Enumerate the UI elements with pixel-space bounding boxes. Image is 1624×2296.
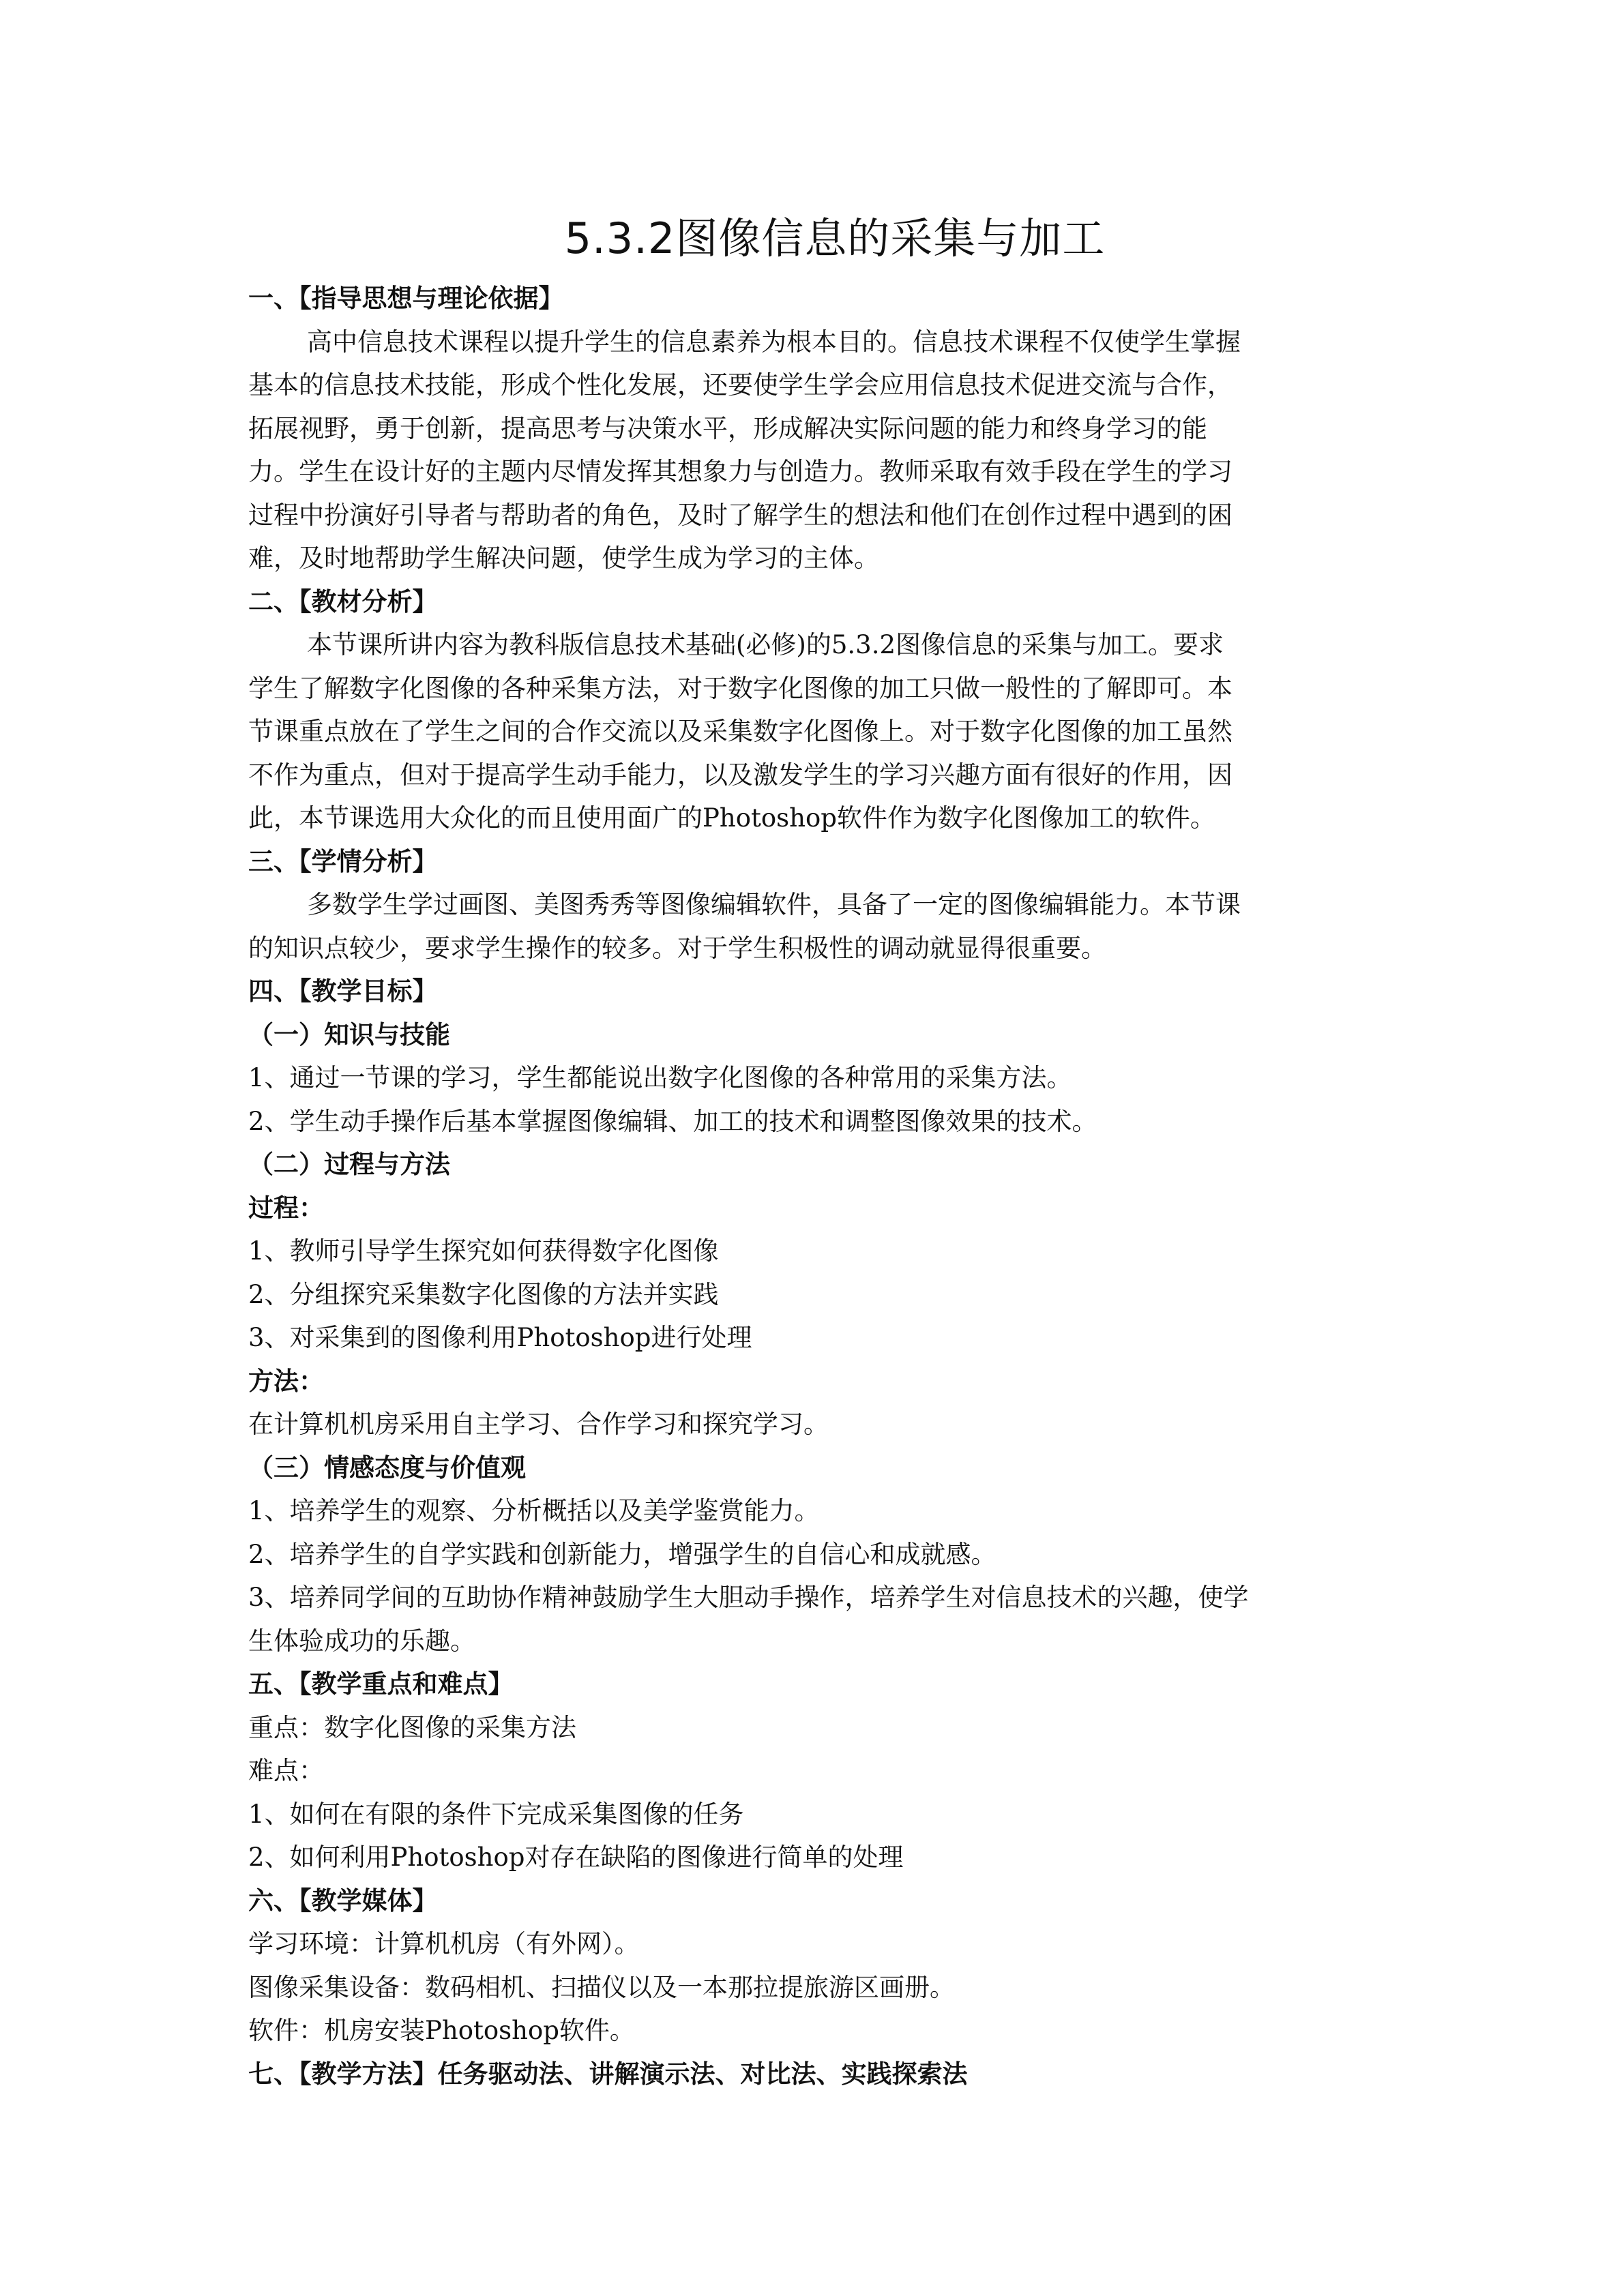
list-item: 1、如何在有限的条件下完成采集图像的任务 (248, 1799, 744, 1829)
subheading-attitude-values: （三）情感态度与价值观 (248, 1452, 526, 1482)
paragraph-line: 力。学生在设计好的主题内尽情发挥其想象力与创造力。教师采取有效手段在学生的学习 (248, 457, 1232, 486)
paragraph-line: 多数学生学过画图、美图秀秀等图像编辑软件，具备了一定的图像编辑能力。本节课 (307, 890, 1241, 919)
paragraph-line: 不作为重点，但对于提高学生动手能力，以及激发学生的学习兴趣方面有很好的作用，因 (248, 760, 1232, 790)
teaching-methods-text: 任务驱动法、讲解演示法、对比法、实践探索法 (437, 2059, 968, 2089)
section-heading-guiding-theory: 一、【指导思想与理论依据】 (248, 284, 564, 313)
paragraph-line: 基本的信息技术技能，形成个性化发展，还要使学生学会应用信息技术促进交流与合作， (248, 370, 1232, 400)
paragraph-line: 软件：机房安装Photoshop软件。 (248, 2016, 635, 2045)
paragraph-line: 难点： (248, 1756, 324, 1785)
list-item: 2、如何利用Photoshop对存在缺陷的图像进行简单的处理 (248, 1843, 904, 1872)
list-item: 2、学生动手操作后基本掌握图像编辑、加工的技术和调整图像效果的技术。 (248, 1106, 1097, 1136)
paragraph-line: 学生了解数字化图像的各种采集方法，对于数字化图像的加工只做一般性的了解即可。本 (248, 673, 1232, 703)
section-heading-teaching-media: 六、【教学媒体】 (248, 1885, 438, 1915)
section-heading-teaching-objectives: 四、【教学目标】 (248, 976, 438, 1006)
list-item: 1、通过一节课的学习，学生都能说出数字化图像的各种常用的采集方法。 (248, 1063, 1072, 1092)
paragraph-line: 学习环境：计算机机房（有外网）。 (248, 1929, 640, 1958)
list-item: 1、培养学生的观察、分析概括以及美学鉴赏能力。 (248, 1496, 820, 1525)
paragraph-line: 过程中扮演好引导者与帮助者的角色，及时了解学生的想法和他们在创作过程中遇到的困 (248, 500, 1232, 530)
list-item: 1、教师引导学生探究如何获得数字化图像 (248, 1236, 719, 1266)
list-item: 生体验成功的乐趣。 (248, 1626, 475, 1656)
subheading-process-method: （二）过程与方法 (248, 1150, 450, 1179)
paragraph-line: 节课重点放在了学生之间的合作交流以及采集数字化图像上。对于数字化图像的加工虽然 (248, 717, 1232, 746)
paragraph-line: 拓展视野，勇于创新，提高思考与决策水平，形成解决实际问题的能力和终身学习的能 (248, 413, 1207, 443)
label-process: 过程： (248, 1193, 324, 1223)
list-item: 3、对采集到的图像利用Photoshop进行处理 (248, 1323, 752, 1352)
list-item: 3、培养同学间的互助协作精神鼓励学生大胆动手操作，培养学生对信息技术的兴趣，使学 (248, 1583, 1249, 1612)
label-method: 方法： (248, 1366, 324, 1396)
paragraph-line: 此，本节课选用大众化的而且使用面广的Photoshop软件作为数字化图像加工的软件。 (248, 803, 1215, 833)
paragraph-line: 图像采集设备：数码相机、扫描仪以及一本那拉提旅游区画册。 (248, 1972, 955, 2002)
list-item: 2、分组探究采集数字化图像的方法并实践 (248, 1279, 719, 1309)
section-teaching-methods (248, 2053, 1394, 2096)
section-heading-teaching-methods: 七、【教学方法】 (248, 2059, 438, 2089)
paragraph-line: 难，及时地帮助学生解决问题，使学生成为学习的主体。 (248, 543, 879, 573)
paragraph-line: 本节课所讲内容为教科版信息技术基础(必修)的5.3.2图像信息的采集与加工。要求 (307, 630, 1224, 659)
paragraph-line: 在计算机机房采用自主学习、合作学习和探究学习。 (248, 1410, 829, 1439)
subheading-knowledge-skills: （一）知识与技能 (248, 1019, 450, 1049)
paragraph-line: 高中信息技术课程以提升学生的信息素养为根本目的。信息技术课程不仅使学生掌握 (307, 327, 1241, 357)
list-item: 2、培养学生的自学实践和创新能力，增强学生的自信心和成就感。 (248, 1539, 996, 1569)
section-heading-textbook-analysis: 二、【教材分析】 (248, 586, 438, 616)
section-heading-key-difficult-points: 五、【教学重点和难点】 (248, 1669, 514, 1699)
section-heading-student-analysis: 三、【学情分析】 (248, 846, 438, 876)
paragraph-line: 重点：数字化图像的采集方法 (248, 1712, 576, 1742)
paragraph-line: 的知识点较少，要求学生操作的较多。对于学生积极性的调动就显得很重要。 (248, 933, 1106, 963)
document-title: 5.3.2图像信息的采集与加工 (564, 213, 1106, 263)
document-page (248, 205, 1394, 2096)
